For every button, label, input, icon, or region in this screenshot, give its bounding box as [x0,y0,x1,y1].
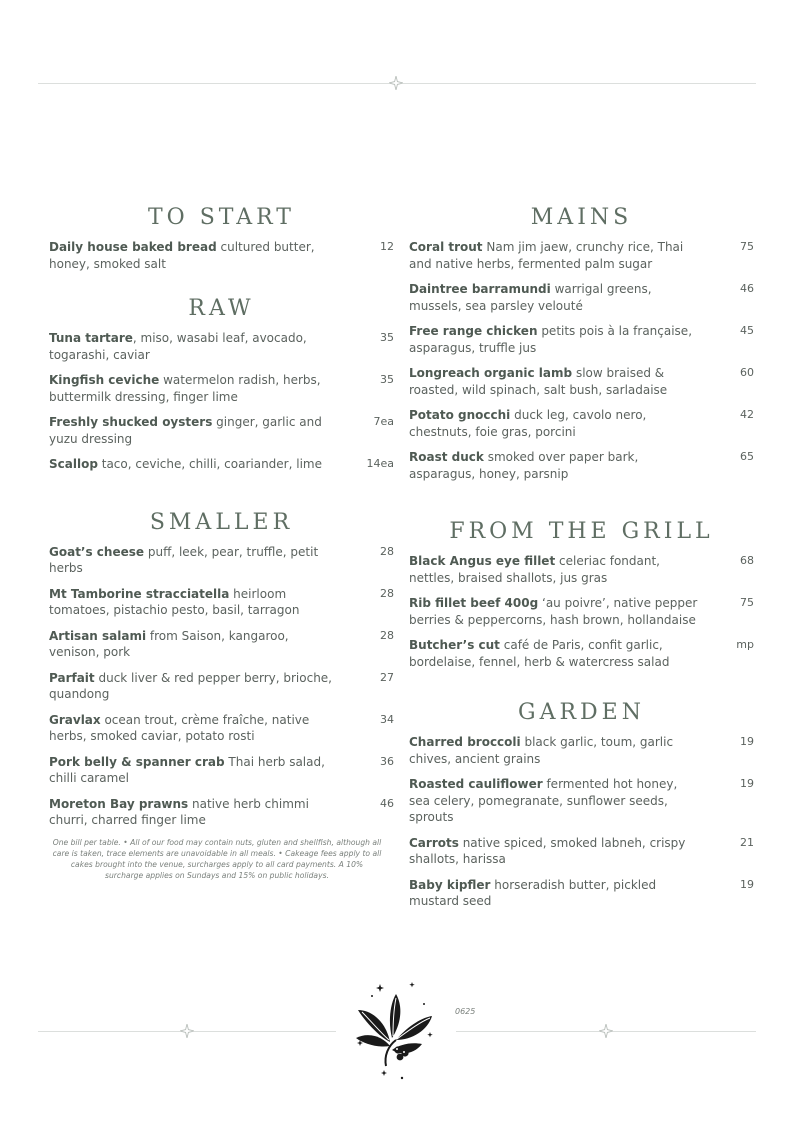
dish-price: mp [736,638,754,651]
menu-item-text [49,586,339,619]
menu-item [409,449,754,482]
dish-description: slow braised & roasted, wild spinach, salt bush, sarladaise [409,366,668,397]
menu-item-text [409,595,699,628]
section-title: MAINS [530,205,633,230]
menu-item [49,239,394,272]
dish-description: horseradish butter, pickled mustard seed [409,877,657,908]
section-mains [409,203,754,482]
menu-item-text [49,796,339,829]
menu-item-text [409,323,699,356]
section-title: SMALLER [149,509,294,535]
footnote: One bill per table. • All of our food may contain nuts, gluten and shellfish, although all care is taken, trace elements are unavoidable in all meals. • Cakeage fees apply to all cakes brought into the venue, surcharges apply to all card payments. A 10% surcharge applies on Sundays and 15% on public holidays. [52,838,382,880]
menu-item-text [409,281,699,314]
menu-item [49,628,394,661]
menu-item-text [409,835,699,868]
menu-item-text [409,637,699,670]
dish-name: Mt Tamborine stracciatella [49,586,230,601]
menu-item-text [409,239,699,272]
dish-description: taco, ceviche, chilli, coariander, lime [97,457,322,471]
menu-items [49,239,394,272]
menu-item-text [49,456,339,473]
section-title: RAW [188,296,255,321]
dish-price: 28 [380,544,394,558]
dish-description: ‘au poivre’, native pepper berries & peppercorns, hash brown, hollandaise [409,596,698,627]
left-column [49,203,394,838]
dish-price: 65 [740,450,754,463]
menu-item [409,734,754,767]
dish-name: Baby kipfler [409,877,491,892]
menu-item [49,330,394,363]
section-smaller [49,508,394,829]
dish-price: 14ea [366,457,394,470]
section-garden [409,698,754,910]
dish-name: Coral trout [409,240,483,254]
dish-description: fermented hot honey, sea celery, pomegranate, sunflower seeds, sprouts [409,777,678,824]
dish-description: petits pois à la française, asparagus, truffle jus [409,324,693,355]
dish-price: 60 [740,366,754,379]
menu-items [409,734,754,910]
dish-price: 35 [380,331,394,344]
dish-name: Pork belly & spanner crab [49,754,225,769]
section-title: GARDEN [518,700,645,725]
menu-item-text [49,544,339,577]
dish-name: Parfait [49,670,95,685]
dish-price: 12 [380,240,394,253]
section-from-the-grill [409,517,754,670]
menu-item [409,365,754,398]
menu-items [409,553,754,670]
menu-item [49,414,394,447]
dish-description: duck liver & red pepper berry, brioche, quandong [49,670,332,701]
menu-item [409,637,754,670]
menu-item [409,407,754,440]
dish-price: 36 [380,754,394,768]
menu-item-text [49,712,339,745]
section-title: TO START [148,205,295,230]
menu-item [409,835,754,868]
dish-name: Scallop [49,457,98,471]
section-title: FROM THE GRILL [449,519,714,544]
menu-item-text [409,449,699,482]
menu-item-text [49,670,339,703]
dish-price: 28 [380,628,394,642]
menu-item [409,595,754,628]
dish-name: Butcher’s cut [409,638,500,652]
dish-description: heirloom tomatoes, pistachio pesto, basil, tarragon [49,586,300,617]
dish-price: 46 [380,796,394,810]
menu-item-text [49,372,339,405]
dish-price: 34 [380,712,394,726]
dish-name: Kingfish ceviche [49,373,160,387]
dish-price: 19 [740,777,754,790]
menu-item [49,796,394,829]
menu-item [409,281,754,314]
dish-name: Tuna tartare [49,331,133,345]
menu-items [409,239,754,482]
sparkle-star-icon [180,1024,194,1038]
menu-item-text [409,776,699,826]
menu-item [409,776,754,826]
dish-price: 19 [740,735,754,748]
dish-name: Carrots [409,835,459,850]
sparkle-star-icon [389,76,403,90]
menu-item-text [409,734,699,767]
menu-item [49,372,394,405]
dish-description: duck leg, cavolo nero, chestnuts, foie gras, porcini [409,408,647,439]
dish-description: black garlic, toum, garlic chives, ancient grains [409,735,674,766]
dish-description: ocean trout, crème fraîche, native herbs, smoked caviar, potato rosti [49,712,310,743]
menu-item-text [409,407,699,440]
menu-item [49,544,394,577]
menu-item [409,323,754,356]
dish-description: puff, leek, pear, truffle, petit herbs [49,544,319,575]
menu-item [49,456,394,473]
dish-price: 28 [380,586,394,600]
dish-price: 21 [740,835,754,849]
dish-name: Artisan salami [49,628,147,643]
dish-name: Daily house baked bread [49,240,217,254]
dish-name: Gravlax [49,712,101,727]
menu-item-text [49,330,339,363]
dish-name: Roast duck [409,450,484,464]
dish-name: Moreton Bay prawns [49,796,189,811]
menu-item [49,712,394,745]
menu-item [49,586,394,619]
dish-description: warrigal greens, mussels, sea parsley velouté [409,282,652,313]
dish-description: watermelon radish, herbs, buttermilk dressing, finger lime [49,373,321,404]
dish-name: Daintree barramundi [409,282,551,296]
dish-description: ginger, garlic and yuzu dressing [49,415,322,446]
menu-item-text [49,239,339,272]
menu-items [49,544,394,829]
dish-price: 68 [740,554,754,567]
menu-item-text [49,628,339,661]
dish-name: Charred broccoli [409,735,521,749]
menu-item [49,754,394,787]
menu-item-text [49,414,339,447]
dish-description: native spiced, smoked labneh, crispy shallots, harissa [409,835,686,866]
dish-price: 75 [740,596,754,609]
dish-description: cultured butter, honey, smoked salt [49,240,315,271]
dish-description: Nam jim jaew, crunchy rice, Thai and native herbs, fermented palm sugar [409,240,684,271]
menu-item-text [409,877,699,910]
section-to-start [49,203,394,272]
menu-items [49,330,394,473]
menu-item [49,670,394,703]
dish-name: Rib fillet beef 400g [409,596,539,610]
dish-description: Thai herb salad, chilli caramel [49,754,325,785]
dish-name: Freshly shucked oysters [49,415,213,429]
leaf-branch-logo [350,980,440,1080]
sparkle-star-icon [599,1024,613,1038]
dish-name: Goat’s cheese [49,544,145,559]
dish-price: 27 [380,670,394,684]
dish-description: café de Paris, confit garlic, bordelaise, fennel, herb & watercress salad [409,638,670,669]
menu-item [409,877,754,910]
menu-item-text [49,754,339,787]
dish-price: 46 [740,282,754,295]
dish-name: Potato gnocchi [409,408,511,422]
menu-item-text [409,365,699,398]
menu-item [409,553,754,586]
dish-description: native herb chimmi churri, charred finger lime [49,796,309,827]
menu-item-text [409,553,699,586]
dish-description: , miso, wasabi leaf, avocado, togarashi, caviar [49,331,307,362]
dish-description: smoked over paper bark, asparagus, honey, parsnip [409,450,639,481]
dish-price: 19 [740,877,754,891]
dish-price: 75 [740,240,754,253]
dish-name: Roasted cauliflower [409,777,543,791]
right-column [409,203,754,919]
menu-code: 0625 [455,1007,476,1016]
dish-price: 7ea [373,415,394,428]
menu-item [409,239,754,272]
section-raw [49,294,394,473]
dish-name: Black Angus eye fillet [409,554,556,568]
dish-price: 42 [740,408,754,421]
dish-price: 45 [740,324,754,337]
dish-price: 35 [380,373,394,386]
dish-description: from Saison, kangaroo, venison, pork [49,628,289,659]
dish-name: Longreach organic lamb [409,366,573,380]
dish-description: celeriac fondant, nettles, braised shallots, jus gras [409,554,660,585]
dish-name: Free range chicken [409,324,538,338]
